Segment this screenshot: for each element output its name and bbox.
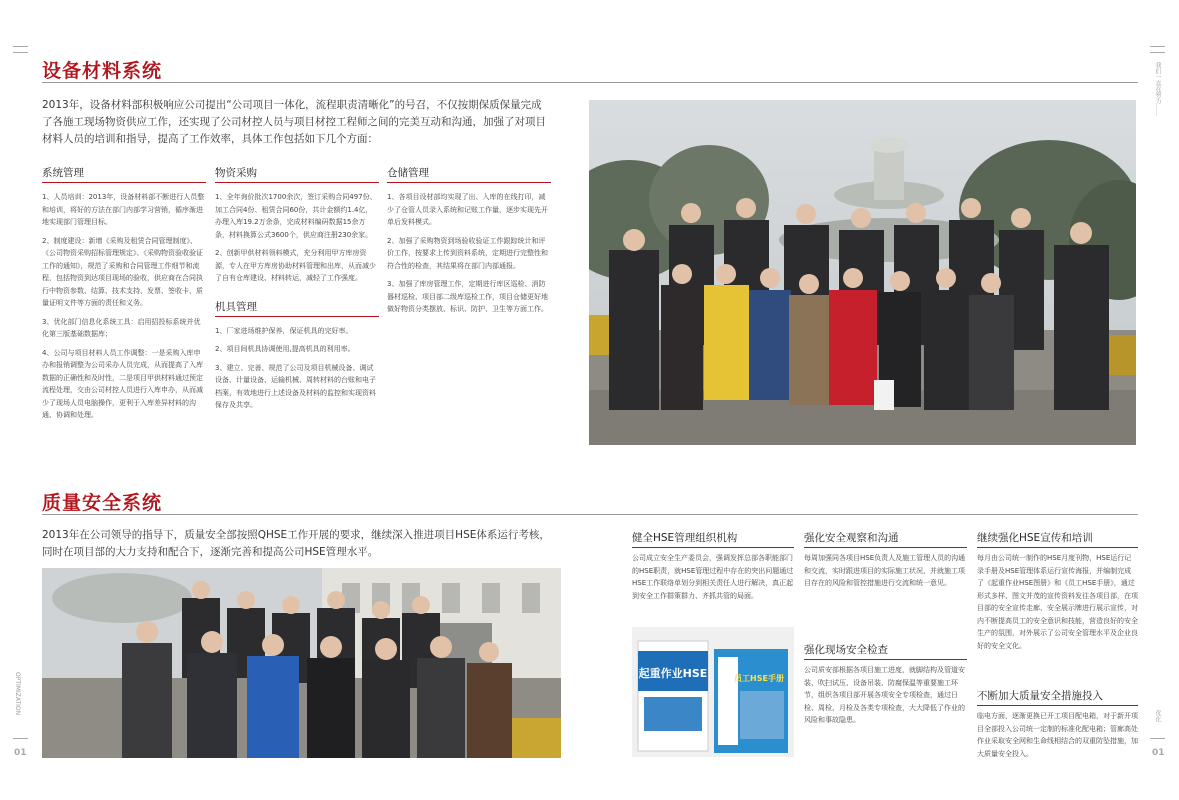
equipment-title-rule: [42, 82, 1138, 83]
col-investment-p1: 临电方面，逐渐更换已开工项目配电箱，对于新开项目全部投入公司统一定制的标准化配电箱；管廊高处作业采取安全网和生命线相结合的双重防坠措施，加大质量安全投入。: [977, 712, 1138, 758]
left-margin-mark-top: [13, 46, 28, 47]
left-page-number: 01: [14, 748, 27, 758]
left-margin-mark-top2: [13, 52, 28, 53]
col-investment-heading: 不断加大质量安全措施投入: [977, 688, 1138, 706]
col-storage-heading: 仓储管理: [387, 165, 551, 183]
right-vertical-top-text: 我们一直在努力……: [1154, 62, 1161, 116]
equipment-section-title: 设备材料系统: [42, 60, 163, 82]
quality-section-title: 质量安全系统: [42, 492, 163, 514]
col-observation-heading: 强化安全观察和沟通: [804, 530, 967, 548]
group-photo-building: [42, 568, 561, 758]
equipment-col-procurement: [215, 165, 379, 418]
equipment-col-system: [42, 165, 206, 428]
col-machinery-p2: 2、项目间机具协调使用,提高机具的利用率。: [215, 345, 355, 353]
col-observation-p1: 每周加强同各项目HSE负责人及施工管理人员的沟通和交流，实时跟进项目的实际施工状况，并就施工项目存在的风险和管控措施进行交流和统一意见。: [804, 554, 966, 587]
col-system-heading: 系统管理: [42, 165, 206, 183]
quality-col-inspection: [804, 642, 967, 733]
book1-title: 起重作业HSE: [638, 667, 708, 680]
left-vertical-text: OPTIMIZATION: [14, 672, 21, 716]
right-margin-mark-top2: [1150, 52, 1165, 53]
quality-col-training: [977, 530, 1138, 658]
col-training-heading: 继续强化HSE宣传和培训: [977, 530, 1138, 548]
col-system-p4: 4、公司与项目材料人员工作调整：一是采购入库申办和报销调整为公司采办人员完成，从而提高了入库数据的正确性和及时性，二是项目甲供材料通过预定流程处理，交由公司材控人员进行入库申办，从而减少了现场人员电脑操作，更利于入库差异材料的沟通、协调和处理。: [42, 348, 203, 419]
col-organization-p1: 公司成立安全生产委员会，强调发挥总部各职能部门的HSE职责，就HSE管理过程中存在的突出问题通过HSE工作联络单划分到相关责任人进行解决，真正起到安全工作群策群力、齐抓共管的局面。: [632, 554, 794, 600]
quality-col-organization: [632, 530, 794, 608]
equipment-intro: 2013年，设备材料部积极响应公司提出“公司项目一体化，流程职责清晰化”的号召，不仅按期保质保量完成了各施工现场物资供应工作，还实现了公司材控人员与项目材控工程师之间的完美互动和沟通，加强了对项目材料人员的培训和指导，提高了工作效率，具体工作包括如下几个方面：: [42, 99, 546, 145]
book2-title: 员工HSE手册: [734, 674, 784, 683]
col-procurement-p2: 2、创新甲供材料领料模式，充分利用甲方库房资源，专人在甲方库房协助材料管理和出库，从而减少了自有仓库建设、材料转运，减轻了工作强度。: [215, 249, 376, 282]
col-system-p3: 3、优化部门信息化系统工具：启用招投标系统并优化第三版基础数据库；: [42, 317, 201, 338]
right-margin-mark-top: [1150, 46, 1165, 47]
col-storage-p2: 2、加强了采购物资到场验收验证工作跟踪统计和评价工作，按要求上传到资料系统，定期进行完整性和符合性的检查，其结果将在部门内部通报。: [387, 236, 548, 270]
left-margin-mark-bottom: [13, 738, 28, 739]
col-system-p1: 1、人员培训：2013年，设备材料部不断进行人员整和培训，将好的方法在部门内部学习营销，循序渐进地实现部门管理目标。: [42, 193, 205, 226]
col-training-p1: 每月由公司统一制作的HSE月度刊物，HSE运行记录手册及HSE管理体系运行宣传海报，并编制完成了《起重作业HSE图册》和《员工HSE手册》，通过形式多样、图文并茂的宣传资料发往各项目部，在项目部的安全宣传走廊、安全展示牌进行展示宣传，对内不断提高员工的安全意识和技能，营造良好的安全生产的氛围，对外展示了公司安全管理水平及企业良好的安全文化。: [977, 554, 1138, 650]
col-organization-heading: 健全HSE管理组织机构: [632, 530, 794, 548]
quality-col-investment: [977, 688, 1138, 766]
col-machinery-p3: 3、建立、完善、规范了公司及项目机械设备、调试设备、计量设备、运输机械、周转材料的台账和电子档案，有效地进行上述设备及材料的监控和实现资料保存及共享。: [215, 363, 376, 409]
hse-manual-covers: [632, 627, 794, 757]
right-page-number: 01: [1152, 748, 1165, 758]
col-machinery-p1: 1、厂家进场维护保养，保证机具的完好率。: [215, 326, 353, 335]
quality-col-observation: [804, 530, 967, 596]
equipment-col-storage: [387, 165, 551, 322]
col-inspection-p1: 公司质安部根据各项目施工进度，就脚结构及管道安装、吹扫试压、设备吊装、防腐保温等重要施工环节，组织各项目部开展各项安全专项检查，通过日检、周检、月检及各类专项检查，大大降低了作业的风险和事故隐患。: [804, 666, 965, 724]
col-procurement-heading: 物资采购: [215, 165, 379, 183]
col-storage-p3: 3、加强了库房管理工作，定期进行库区巡检、消防器材巡检、项目部二级库巡检工作，项目仓储更好地做好物资分类摆放、标识、防护、卫生等方面工作。: [387, 280, 548, 313]
right-vertical-bottom-text: 优化: [1154, 710, 1161, 722]
right-margin-mark-bottom: [1150, 738, 1165, 739]
group-photo-fountain: [589, 100, 1136, 445]
quality-intro: 2013年在公司领导的指导下，质量安全部按照QHSE工作开展的要求，继续深入推进项目HSE体系运行考核，同时在项目部的大力支持和配合下，逐渐完善和提高公司HSE管理水平。: [42, 529, 550, 558]
col-procurement-p1: 1、全年询价批次1700余次，签订采购合同497份、加工合同4份、租赁合同60份，共计金额约1.4亿，办理入库19.2万余条，完成材料编码数据15余万条，材料换算公式3600个，供应商注册230余家。: [215, 193, 377, 239]
col-inspection-heading: 强化现场安全检查: [804, 642, 967, 660]
quality-title-rule: [42, 514, 1138, 515]
col-storage-p1: 1、各项目设材部均实现了出、入库的在线打印，减少了仓管人员录入系统和记账工作量，逐步实现先开单后发料模式。: [387, 193, 548, 226]
col-system-p2: 2、制度建设：新增《采购及租赁合同管理制度》、《公司物资采购招标管理规定》、《采购物资验收验证工作的通知》，规范了采购和合同管理工作细节和流程，包括物资到达项目现场的验收，供应商在合同执行中物资参数、结算、技术支持、发票、签收卡、质量证明文件等方面的责任和义务。: [42, 236, 203, 307]
col-machinery-heading: 机具管理: [215, 299, 379, 317]
